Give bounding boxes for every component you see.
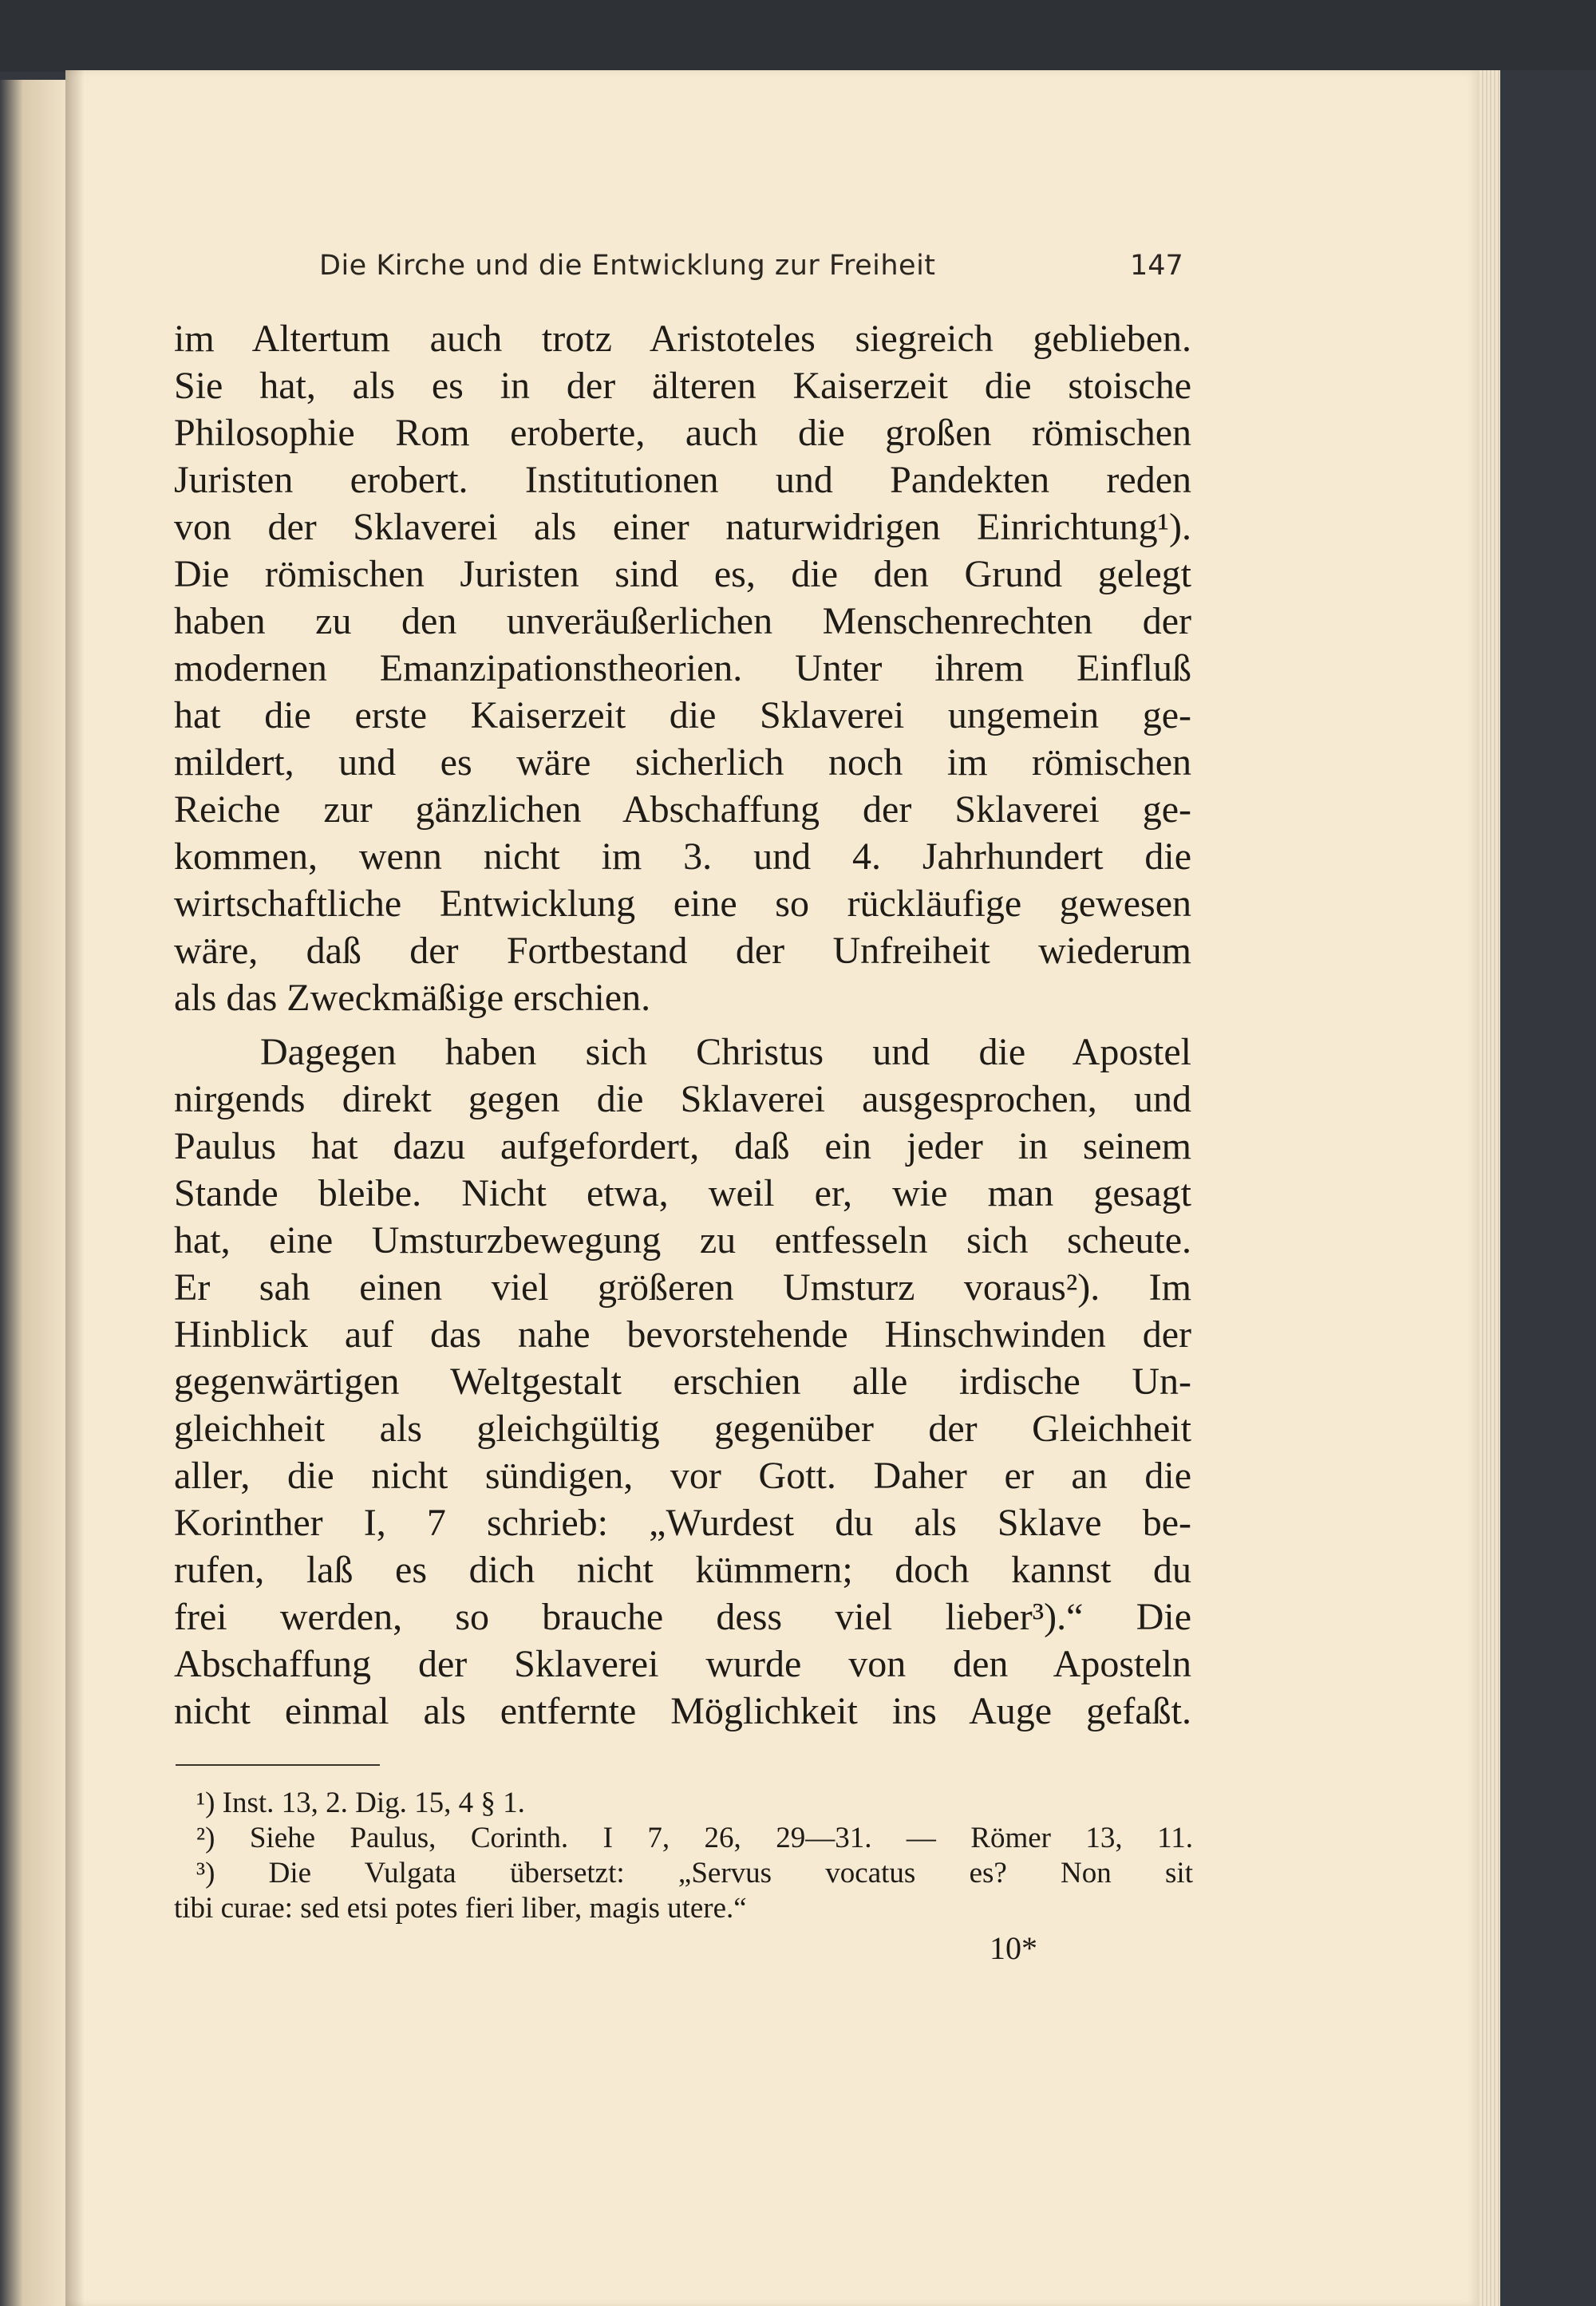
text-line: aller, die nicht sündigen, vor Gott. Daher er an die (174, 1455, 1191, 1497)
text-line: haben zu den unveräußerlichen Menschenrechten der (174, 600, 1191, 642)
text-line: modernen Emanzipationstheorien. Unter ihrem Einfluß (174, 647, 1191, 689)
scan-background (0, 0, 1596, 72)
text-line: von der Sklaverei als einer naturwidrigen Einrichtung¹). (174, 506, 1191, 548)
text-line: Reiche zur gänzlichen Abschaffung der Sklaverei ge- (174, 788, 1191, 831)
text-line: nirgends direkt gegen die Sklaverei ausgesprochen, und (174, 1078, 1191, 1120)
text-line: Sie hat, als es in der älteren Kaiserzeit die stoische (174, 365, 1191, 407)
text-line: gegenwärtigen Weltgestalt erschien alle irdische Un- (174, 1360, 1191, 1403)
running-head (319, 250, 1191, 282)
text-line: wäre, daß der Fortbestand der Unfreiheit wiederum (174, 930, 1191, 972)
scan-background-right (1500, 70, 1596, 2306)
text-line: gleichheit als gleichgültig gegenüber der Gleichheit (174, 1408, 1191, 1450)
footnote-1: ¹) Inst. 13, 2. Dig. 15, 4 § 1. (196, 1787, 525, 1819)
footnote-3-continued: tibi curae: sed etsi potes fieri liber, magis utere.“ (174, 1892, 747, 1925)
footnote-3: ³) Die Vulgata übersetzt: „Servus vocatus es? Non sit (196, 1857, 1193, 1889)
text-line: wirtschaftliche Entwicklung eine so rückläufige gewesen (174, 883, 1191, 925)
text-line: im Altertum auch trotz Aristoteles siegreich geblieben. (174, 318, 1191, 360)
footnote-2: ²) Siehe Paulus, Corinth. I 7, 26, 29—31. — Römer 13, 11. (196, 1822, 1193, 1854)
text-line: Philosophie Rom eroberte, auch die großen römischen (174, 412, 1191, 454)
spine-shadow (65, 70, 85, 2306)
text-line: Stande bleibe. Nicht etwa, weil er, wie man gesagt (174, 1172, 1191, 1214)
paragraph-gap (174, 1021, 1191, 1029)
text-line: frei werden, so brauche dess viel lieber³).“ Die (174, 1596, 1191, 1638)
text-line: Dagegen haben sich Christus und die Apostel (260, 1031, 1191, 1073)
paragraph-1 (174, 315, 1191, 1021)
signature-mark: 10* (990, 1930, 1037, 1966)
text-line: hat, eine Umsturzbewegung zu entfesseln sich scheute. (174, 1219, 1191, 1262)
text-line: Die römischen Juristen sind es, die den Grund gelegt (174, 553, 1191, 595)
text-line: mildert, und es wäre sicherlich noch im römischen (174, 741, 1191, 784)
text-line: als das Zweckmäßige erschien. (174, 977, 651, 1019)
page-number: 147 (1130, 250, 1183, 282)
text-line: Abschaffung der Sklaverei wurde von den Aposteln (174, 1643, 1191, 1685)
text-line: Paulus hat dazu aufgefordert, daß ein jeder in seinem (174, 1125, 1191, 1167)
paragraph-2 (174, 1029, 1191, 1735)
footnote-rule (176, 1764, 380, 1766)
text-line: hat die erste Kaiserzeit die Sklaverei ungemein ge- (174, 694, 1191, 736)
text-line: Korinther I, 7 schrieb: „Wurdest du als Sklave be- (174, 1502, 1191, 1544)
body-text (174, 315, 1191, 1735)
text-line: kommen, wenn nicht im 3. und 4. Jahrhundert die (174, 835, 1191, 878)
text-line: Er sah einen viel größeren Umsturz voraus²). Im (174, 1266, 1191, 1309)
previous-page-edge (0, 80, 65, 2306)
text-line: nicht einmal als entfernte Möglichkeit ins Auge gefaßt. (174, 1690, 1191, 1732)
text-line: rufen, laß es dich nicht kümmern; doch kannst du (174, 1549, 1191, 1591)
text-line: Hinblick auf das nahe bevorstehende Hinschwinden der (174, 1313, 1191, 1356)
footnotes (174, 1786, 1193, 1926)
text-line: Juristen erobert. Institutionen und Pandekten reden (174, 459, 1191, 501)
page-stack-edge (1479, 70, 1500, 2306)
running-head-title: Die Kirche und die Entwicklung zur Freiheit (319, 250, 936, 282)
